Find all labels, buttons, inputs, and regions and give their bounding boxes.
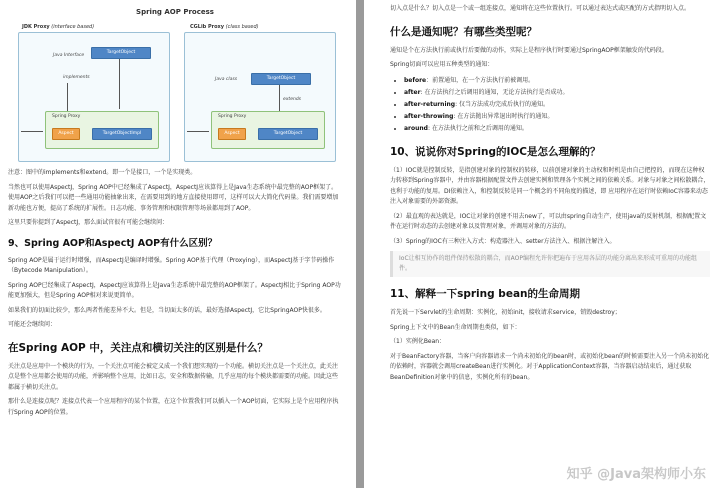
instantiate-bean-label: （1）实例化Bean：: [390, 338, 446, 345]
aop-difference-paragraph-2: Spring AOP已经集成了AspectJ，AspectJ应该算得上是Java生态系统中最完整的AOP框架了。AspectJ相比于Spring AOP功能更加强大，但是Spring AOP相对来说更简单。: [8, 281, 341, 299]
aop-difference-paragraph-3: 如果我们的切面比较少，那么两者性能差异不大。但是，当切面太多的话，最好选择AspectJ，它比SpringAOP快很多。: [8, 306, 326, 314]
heading-11: 11、解释一下spring bean的生命周期: [390, 288, 580, 300]
cglib-spring-proxy-box: [211, 111, 325, 149]
cglib-proxy-panel: [184, 32, 336, 162]
bean-lifecycle-intro: Spring上下文中的Bean生命周期也类似，如下：: [390, 323, 521, 331]
advice-types-intro: Spring切面可以应用五种类型的通知：: [390, 61, 494, 68]
target-object-interface-node: TargetObject: [91, 47, 151, 59]
extends-label: extends: [283, 97, 302, 102]
spring-proxy-label: Spring Proxy: [52, 114, 81, 119]
list-item: • around: 在方法执行之前和之后调用的通知。: [404, 123, 710, 135]
followup-paragraph-2: 可能还会继续问：: [8, 321, 57, 328]
target-object-impl-node: TargetObjectImpl: [92, 128, 152, 140]
java-interface-label: Java Interface: [53, 53, 85, 58]
proxy-implements-arrow: [67, 83, 68, 111]
pointcut-paragraph: 切入点是什么？切入点是一个或一组连接点，通知将在这些位置执行。可以通过表达式或匹配的方式指明切入点。: [390, 5, 691, 12]
list-item: • after-throwing: 在方法抛出异常退出时执行的通知。: [404, 111, 710, 123]
aspect-node: Aspect: [52, 128, 80, 140]
heading-10: 10、说说你对Spring的IOC是怎么理解的？: [390, 145, 601, 158]
ioc-paragraph-3: （3）Spring的IOC有三种注入方式：构造器注入、setter方法注入、根据注解注入。: [390, 237, 616, 245]
heading-advice: 什么是通知呢？有哪些类型呢？: [390, 25, 537, 38]
jdk-proxy-label: JDK Proxy (interface based): [22, 24, 95, 30]
advice-paragraph: 通知是个在方法执行前或执行后要做的动作，实际上是程序执行时要通过SpringAOP框架触发的代码段。: [390, 46, 668, 54]
ioc-paragraph-1: （1）IOC就是控制反转，是指创建对象的控制权的转移，以前创建对象的主动权和时机是由自己把控的，而现在这种权力转移到Spring容器中，并由容器根据配置文件去创建实例和管理各个实例之间的依赖关系。对象与对象之间松散耦合，也利于功能的复用。DI依赖注入，和控制反转是同一个概念的不同角度的描述，即 应用程序在运行时依赖IoC容器来动态注入对象需要的外部资源。: [390, 166, 710, 205]
call-arrow: [21, 131, 43, 132]
advice-types-list: [390, 75, 710, 135]
extends-arrow: [279, 85, 280, 111]
instantiate-bean-paragraph: 对于BeanFactory容器，当客户向容器请求一个尚未初始化的bean时，或初始化bean的时候需要注入另一个尚未初始化的依赖时，容器就会调用createBean进行实例化。对于ApplicationContext容器，当容器启动结束后，通过获取BeanDefinition对象中的信息，实例化所有的bean。: [390, 352, 710, 381]
list-item: • after-returning: 仅当方法成功完成后执行的通知。: [404, 99, 710, 111]
servlet-lifecycle-paragraph: 首先说一下Servlet的生命周期：实例化，初始init，接收请求service，销毁destroy；: [390, 309, 621, 316]
left-page: [0, 0, 356, 488]
aspectj-paragraph: 当然也可以使用AspectJ，Spring AOP中已经集成了AspectJ，AspectJ应该算得上是Java生态系统中最完整的AOP框架了。使用AOP之后我们可以把一些通用功能抽象出来，在需要用到的地方直接使用即可，这样可以大大简化代码量。我们需要增加新功能也方便，提高了系统的扩展性。日志功能、事务管理和权限管理等场景都用到了AOP。: [8, 183, 339, 212]
java-class-label: Java class: [215, 77, 238, 82]
spring-proxy-box: [45, 111, 159, 149]
heading-crosscutting: 在Spring AOP 中，关注点和横切关注的区别是什么？: [8, 341, 268, 354]
target-object-class-node: TargetObject: [251, 73, 311, 85]
ioc-quote: IoC让相互协作的组件保持松散的耦合，而AOP编程允许你把遍布于应用各层的功能分离出来形成可重用的功能组件。: [390, 251, 710, 277]
list-item: • before：前置通知，在一个方法执行前被调用。: [404, 75, 710, 87]
concern-paragraph: 关注点是应用中一个模块的行为，一个关注点可能会被定义成一个我们想实现的一个功能。横切关注点是一个关注点，此关注点是整个应用都会使用的功能，并影响整个应用，比如日志，安全和数据传输，几乎应用的每个模块都需要的功能。因此这些都属于横切关注点。: [8, 362, 339, 391]
diagram-title: Spring AOP Process: [136, 8, 214, 16]
joinpoint-paragraph: 那什么是连接点呢？连接点代表一个应用程序的某个位置，在这个位置我们可以插入一个AOP切面，它实际上是个应用程序执行Spring AOP的位置。: [8, 398, 339, 416]
cglib-target-object-node: TargetObject: [258, 128, 318, 140]
watermark: 知乎 @Java架构师小东: [566, 467, 706, 482]
jdk-proxy-panel: [18, 32, 170, 162]
diagram-note: 注意：图中的implements和extend。即一个是接口，一个是实现类。: [8, 169, 197, 176]
cglib-aspect-node: Aspect: [218, 128, 246, 140]
ioc-paragraph-2: （2）最直观的表达就是，IOC让对象的创建不用去new了，可以由spring自动生产，使用java的反射机制，根据配置文件在运行时动态的去创建对象以及管理对象，并调用对象的方法的。: [390, 212, 707, 230]
cglib-spring-proxy-label: Spring Proxy: [218, 114, 247, 119]
list-item: • after: 在方法执行之后调用的通知，无论方法执行是否成功。: [404, 87, 710, 99]
heading-9: 9、Spring AOP和AspectJ AOP有什么区别？: [8, 237, 218, 249]
implements-label: implements: [63, 75, 90, 80]
spring-aop-process-diagram: [8, 6, 342, 164]
aop-difference-paragraph-1: Spring AOP是属于运行时增强，而AspectJ是编译时增强。Spring AOP基于代理（Proxying），而AspectJ基于字节码操作（Bytecode Manipulation）。: [8, 256, 335, 274]
implements-arrow: [119, 59, 120, 109]
followup-paragraph: 这里只要你提到了AspectJ，那么面试官很有可能会继续问：: [8, 219, 169, 226]
right-page: [364, 0, 720, 488]
cglib-call-arrow: [187, 131, 209, 132]
cglib-proxy-label: CGLib Proxy (class based): [190, 24, 259, 30]
